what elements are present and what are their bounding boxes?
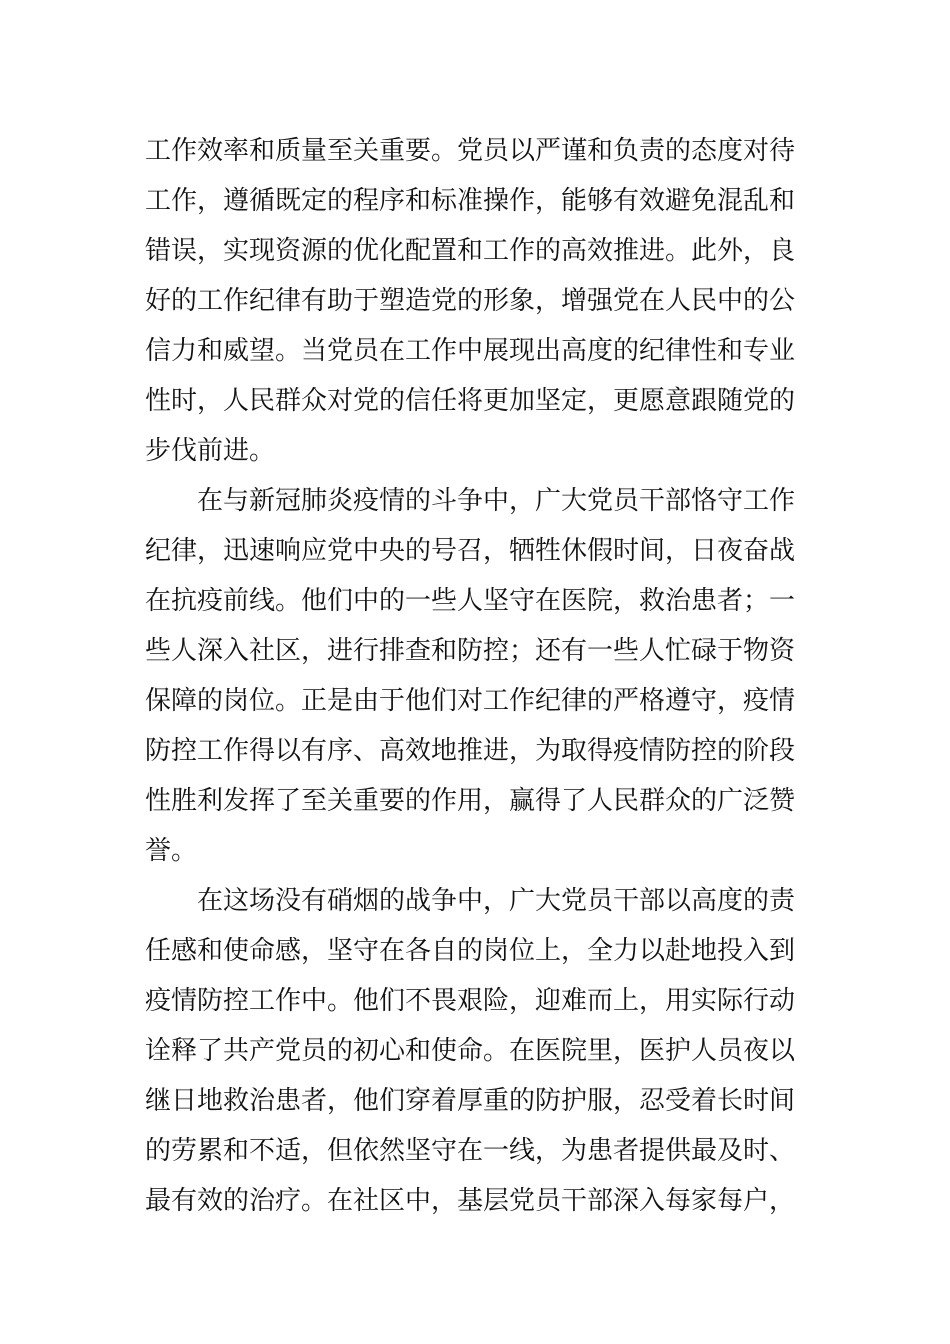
text-line: 继日地救治患者，他们穿着厚重的防护服，忍受着长时间 xyxy=(145,1086,796,1116)
text-line: 步伐前进。 xyxy=(145,436,276,466)
text-line: 在抗疫前线。他们中的一些人坚守在医院，救治患者；一 xyxy=(145,586,796,616)
body-text xyxy=(145,126,807,1226)
text-line: 纪律，迅速响应党中央的号召，牺牲休假时间，日夜奋战 xyxy=(145,536,796,566)
text-line: 誉。 xyxy=(145,836,198,866)
text-line: 工作，遵循既定的程序和标准操作，能够有效避免混乱和 xyxy=(145,186,796,216)
text-line: 任感和使命感，坚守在各自的岗位上，全力以赴地投入到 xyxy=(145,936,796,966)
text-line: 最有效的治疗。在社区中，基层党员干部深入每家每户， xyxy=(145,1186,796,1216)
text-line: 好的工作纪律有助于塑造党的形象，增强党在人民中的公 xyxy=(145,286,796,316)
paragraph-3 xyxy=(145,876,807,1226)
text-line: 保障的岗位。正是由于他们对工作纪律的严格遵守，疫情 xyxy=(145,686,796,716)
text-line: 的劳累和不适，但依然坚守在一线，为患者提供最及时、 xyxy=(145,1136,796,1166)
text-line: 在与新冠肺炎疫情的斗争中，广大党员干部恪守工作 xyxy=(197,486,796,516)
text-line: 在这场没有硝烟的战争中，广大党员干部以高度的责 xyxy=(197,886,796,916)
text-line: 些人深入社区，进行排查和防控；还有一些人忙碌于物资 xyxy=(145,636,796,666)
text-line: 性时，人民群众对党的信任将更加坚定，更愿意跟随党的 xyxy=(145,386,796,416)
text-line: 防控工作得以有序、高效地推进，为取得疫情防控的阶段 xyxy=(145,736,796,766)
paragraph-1 xyxy=(145,126,807,476)
text-line: 诠释了共产党员的初心和使命。在医院里，医护人员夜以 xyxy=(145,1036,796,1066)
text-line: 疫情防控工作中。他们不畏艰险，迎难而上，用实际行动 xyxy=(145,986,796,1016)
text-line: 工作效率和质量至关重要。党员以严谨和负责的态度对待 xyxy=(145,136,796,166)
paragraph-2 xyxy=(145,476,807,876)
text-line: 性胜利发挥了至关重要的作用，赢得了人民群众的广泛赞 xyxy=(145,786,796,816)
text-line: 信力和威望。当党员在工作中展现出高度的纪律性和专业 xyxy=(145,336,796,366)
text-line: 错误，实现资源的优化配置和工作的高效推进。此外，良 xyxy=(145,236,796,266)
